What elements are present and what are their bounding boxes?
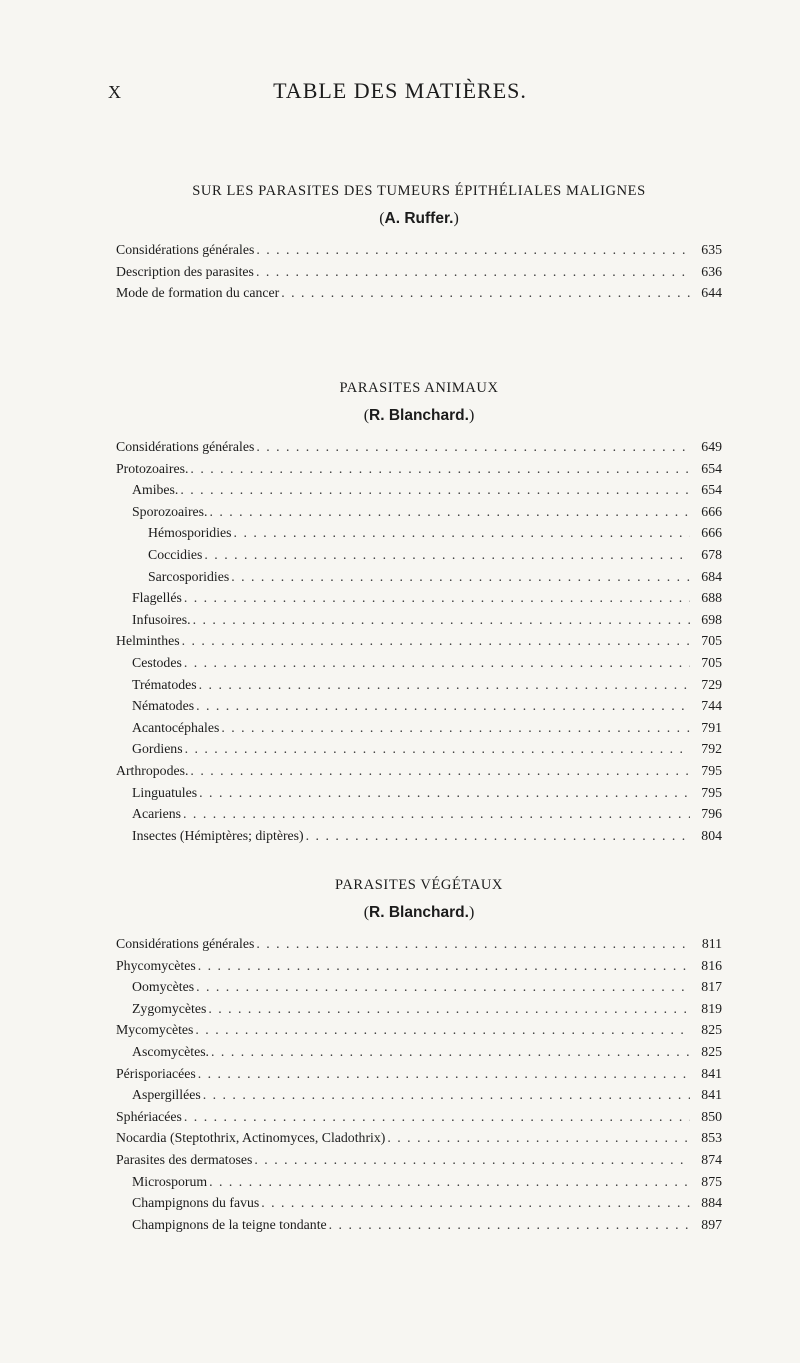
toc-entry bbox=[116, 242, 722, 264]
section-author: (R. Blanchard.) bbox=[363, 904, 475, 921]
toc-entry-label: Considérations générales bbox=[116, 439, 255, 454]
toc-entry-page: 897 bbox=[701, 1216, 722, 1232]
section-parasites-vegetaux bbox=[116, 874, 722, 1238]
dot-leader bbox=[195, 1022, 690, 1038]
toc-entry-page: 698 bbox=[701, 611, 722, 627]
toc-entry-page: 705 bbox=[701, 633, 722, 649]
toc-entry-label: Sphériacées bbox=[116, 1108, 182, 1124]
toc-entry-label: Zygomycètes bbox=[132, 1000, 207, 1016]
toc-entry bbox=[116, 264, 722, 286]
page-header bbox=[0, 78, 800, 108]
toc-entry-label: Acantocéphales bbox=[132, 719, 220, 735]
dot-leader bbox=[199, 785, 690, 801]
dot-leader bbox=[184, 655, 690, 671]
toc-entry-label: Microsporum bbox=[132, 1173, 208, 1189]
toc-entry-page: 791 bbox=[701, 719, 722, 735]
toc-entry-label: Champignons du favus bbox=[132, 1195, 260, 1211]
toc-entry bbox=[116, 1022, 722, 1044]
toc-entry-page: 792 bbox=[701, 741, 722, 757]
toc-entry-label: Phycomycètes bbox=[116, 957, 196, 973]
toc-entry bbox=[116, 698, 722, 720]
toc-entry bbox=[116, 461, 722, 483]
toc-entry bbox=[116, 785, 722, 807]
toc-entry-label: Coccidies bbox=[148, 546, 203, 562]
running-title: TABLE DES MATIÈRES. bbox=[273, 78, 527, 103]
toc-entry-label: Arthropodes. bbox=[116, 762, 189, 778]
toc-entry-page: 635 bbox=[701, 242, 722, 257]
toc-entry-page: 795 bbox=[701, 762, 722, 778]
toc-entry-page: 853 bbox=[701, 1130, 722, 1146]
toc-entry-label: Cestodes bbox=[132, 654, 182, 670]
toc-entry-label: Hémosporidies bbox=[148, 525, 232, 541]
toc-entry-label: Description des parasites bbox=[116, 263, 254, 279]
toc-entry-label: Gordiens bbox=[132, 741, 183, 757]
dot-leader bbox=[208, 1001, 690, 1017]
toc-entry-page: 825 bbox=[701, 1022, 722, 1038]
toc-entry bbox=[116, 979, 722, 1001]
dot-leader bbox=[209, 1174, 690, 1190]
toc-entry-page: 874 bbox=[701, 1151, 722, 1167]
toc-entry-label: Considérations générales bbox=[116, 242, 255, 257]
dot-leader bbox=[190, 763, 690, 779]
dot-leader bbox=[203, 1087, 690, 1103]
toc-entry-label: Infusoires. bbox=[132, 611, 191, 627]
toc-entry-label: Amibes. bbox=[132, 482, 179, 498]
dot-leader bbox=[185, 741, 690, 757]
dot-leader bbox=[193, 612, 690, 628]
toc-entry-page: 795 bbox=[701, 784, 722, 800]
toc-entry-page: 825 bbox=[701, 1043, 722, 1059]
toc-entries bbox=[116, 242, 722, 307]
toc-entry-label: Sporozoaires. bbox=[132, 503, 208, 519]
toc-entry-page: 841 bbox=[701, 1065, 722, 1081]
section-title: PARASITES VÉGÉTAUX bbox=[335, 877, 503, 893]
toc-entry-label: Nocardia (Steptothrix, Actinomyces, Cladothrix) bbox=[116, 1130, 386, 1146]
toc-entry-page: 705 bbox=[701, 654, 722, 670]
dot-leader bbox=[211, 1044, 690, 1060]
toc-entry-label: Insectes (Hémiptères; diptères) bbox=[132, 827, 304, 843]
dot-leader bbox=[196, 698, 690, 714]
toc-entry-page: 819 bbox=[701, 1000, 722, 1016]
toc-entry-label: Flagellés bbox=[132, 590, 182, 606]
toc-entry-page: 804 bbox=[701, 827, 722, 843]
toc-entry bbox=[116, 1066, 722, 1088]
dot-leader bbox=[306, 828, 690, 844]
toc-entry bbox=[116, 1001, 722, 1023]
toc-entry-label: Champignons de la teigne tondante bbox=[132, 1216, 327, 1232]
toc-entry-page: 654 bbox=[701, 482, 722, 498]
toc-entry-label: Nématodes bbox=[132, 698, 195, 714]
dot-leader bbox=[256, 936, 690, 952]
toc-entry-page: 811 bbox=[701, 936, 722, 951]
section-title: PARASITES ANIMAUX bbox=[339, 380, 499, 396]
dot-leader bbox=[209, 504, 690, 520]
toc-entry bbox=[116, 1109, 722, 1131]
toc-entry-page: 678 bbox=[701, 546, 722, 562]
toc-entry bbox=[116, 569, 722, 591]
dot-leader bbox=[180, 482, 690, 498]
toc-entry bbox=[116, 958, 722, 980]
toc-entry bbox=[116, 1087, 722, 1109]
toc-entry bbox=[116, 439, 722, 461]
toc-entry bbox=[116, 590, 722, 612]
dot-leader bbox=[182, 633, 690, 649]
toc-entry bbox=[116, 525, 722, 547]
toc-entry-page: 817 bbox=[701, 979, 722, 995]
page-folio: X bbox=[108, 82, 121, 102]
dot-leader bbox=[184, 1109, 690, 1125]
dot-leader bbox=[387, 1130, 690, 1146]
dot-leader bbox=[254, 1152, 690, 1168]
dot-leader bbox=[184, 590, 690, 606]
toc-entry-page: 875 bbox=[701, 1173, 722, 1189]
toc-entry-label: Sarcosporidies bbox=[148, 568, 230, 584]
dot-leader bbox=[261, 1195, 690, 1211]
toc-entry-page: 666 bbox=[701, 503, 722, 519]
toc-entry bbox=[116, 633, 722, 655]
toc-entry bbox=[116, 828, 722, 850]
dot-leader bbox=[204, 547, 690, 563]
toc-entry-page: 684 bbox=[701, 568, 722, 584]
toc-entry bbox=[116, 936, 722, 958]
toc-entry bbox=[116, 1195, 722, 1217]
toc-entry bbox=[116, 806, 722, 828]
section-author: (A. Ruffer.) bbox=[379, 210, 459, 227]
toc-entry-label: Trématodes bbox=[132, 676, 197, 692]
toc-entry-page: 636 bbox=[701, 263, 722, 279]
section-author: (R. Blanchard.) bbox=[363, 407, 475, 424]
toc-entry bbox=[116, 504, 722, 526]
toc-entry-page: 884 bbox=[701, 1195, 722, 1211]
toc-entry bbox=[116, 720, 722, 742]
dot-leader bbox=[256, 264, 690, 280]
dot-leader bbox=[231, 569, 690, 585]
dot-leader bbox=[329, 1217, 690, 1233]
dot-leader bbox=[196, 979, 690, 995]
toc-entry-page: 744 bbox=[701, 698, 722, 714]
dot-leader bbox=[234, 525, 690, 541]
toc-entry-page: 729 bbox=[701, 676, 722, 692]
dot-leader bbox=[198, 958, 690, 974]
toc-entry-page: 688 bbox=[701, 590, 722, 606]
toc-entry-label: Mode de formation du cancer bbox=[116, 285, 280, 301]
toc-entry-label: Parasites des dermatoses bbox=[116, 1151, 253, 1167]
toc-entry bbox=[116, 612, 722, 634]
toc-entry-label: Périsporiacées bbox=[116, 1065, 196, 1081]
toc-entry bbox=[116, 285, 722, 307]
toc-entry bbox=[116, 1217, 722, 1239]
toc-entry bbox=[116, 655, 722, 677]
toc-entry-page: 850 bbox=[701, 1108, 722, 1124]
toc-entry bbox=[116, 547, 722, 569]
toc-entry bbox=[116, 1044, 722, 1066]
section-ruffer bbox=[116, 180, 722, 307]
toc-entry-label: Mycomycètes bbox=[116, 1022, 194, 1038]
toc-entry-page: 796 bbox=[701, 806, 722, 822]
section-title: SUR LES PARASITES DES TUMEURS ÉPITHÉLIALES MALIGNES bbox=[192, 183, 646, 199]
toc-entry-page: 666 bbox=[701, 525, 722, 541]
toc-entry-page: 654 bbox=[701, 460, 722, 476]
toc-entry bbox=[116, 763, 722, 785]
toc-entry-label: Acariens bbox=[132, 806, 182, 822]
dot-leader bbox=[281, 285, 690, 301]
toc-entry-label: Linguatules bbox=[132, 784, 198, 800]
toc-entry-label: Considérations générales bbox=[116, 936, 255, 951]
toc-entry bbox=[116, 1130, 722, 1152]
toc-entry-label: Oomycètes bbox=[132, 979, 195, 995]
toc-entry bbox=[116, 677, 722, 699]
toc-entry bbox=[116, 741, 722, 763]
dot-leader bbox=[199, 677, 690, 693]
toc-entries bbox=[116, 936, 722, 1238]
toc-entry-page: 816 bbox=[701, 957, 722, 973]
section-parasites-animaux bbox=[116, 377, 722, 849]
dot-leader bbox=[221, 720, 690, 736]
dot-leader bbox=[256, 242, 690, 258]
toc-entry-page: 649 bbox=[701, 439, 722, 454]
dot-leader bbox=[198, 1066, 690, 1082]
dot-leader bbox=[183, 806, 690, 822]
toc-entry-label: Ascomycètes. bbox=[132, 1043, 210, 1059]
toc-entry-label: Protozoaires. bbox=[116, 460, 189, 476]
toc-entry-label: Aspergillées bbox=[132, 1087, 201, 1103]
toc-entry bbox=[116, 482, 722, 504]
toc-entry-label: Helminthes bbox=[116, 633, 180, 649]
toc-entry-page: 841 bbox=[701, 1087, 722, 1103]
dot-leader bbox=[190, 461, 690, 477]
toc-entries bbox=[116, 439, 722, 849]
toc-entry-page: 644 bbox=[701, 285, 722, 301]
toc-entry bbox=[116, 1174, 722, 1196]
dot-leader bbox=[256, 439, 690, 455]
toc-entry bbox=[116, 1152, 722, 1174]
